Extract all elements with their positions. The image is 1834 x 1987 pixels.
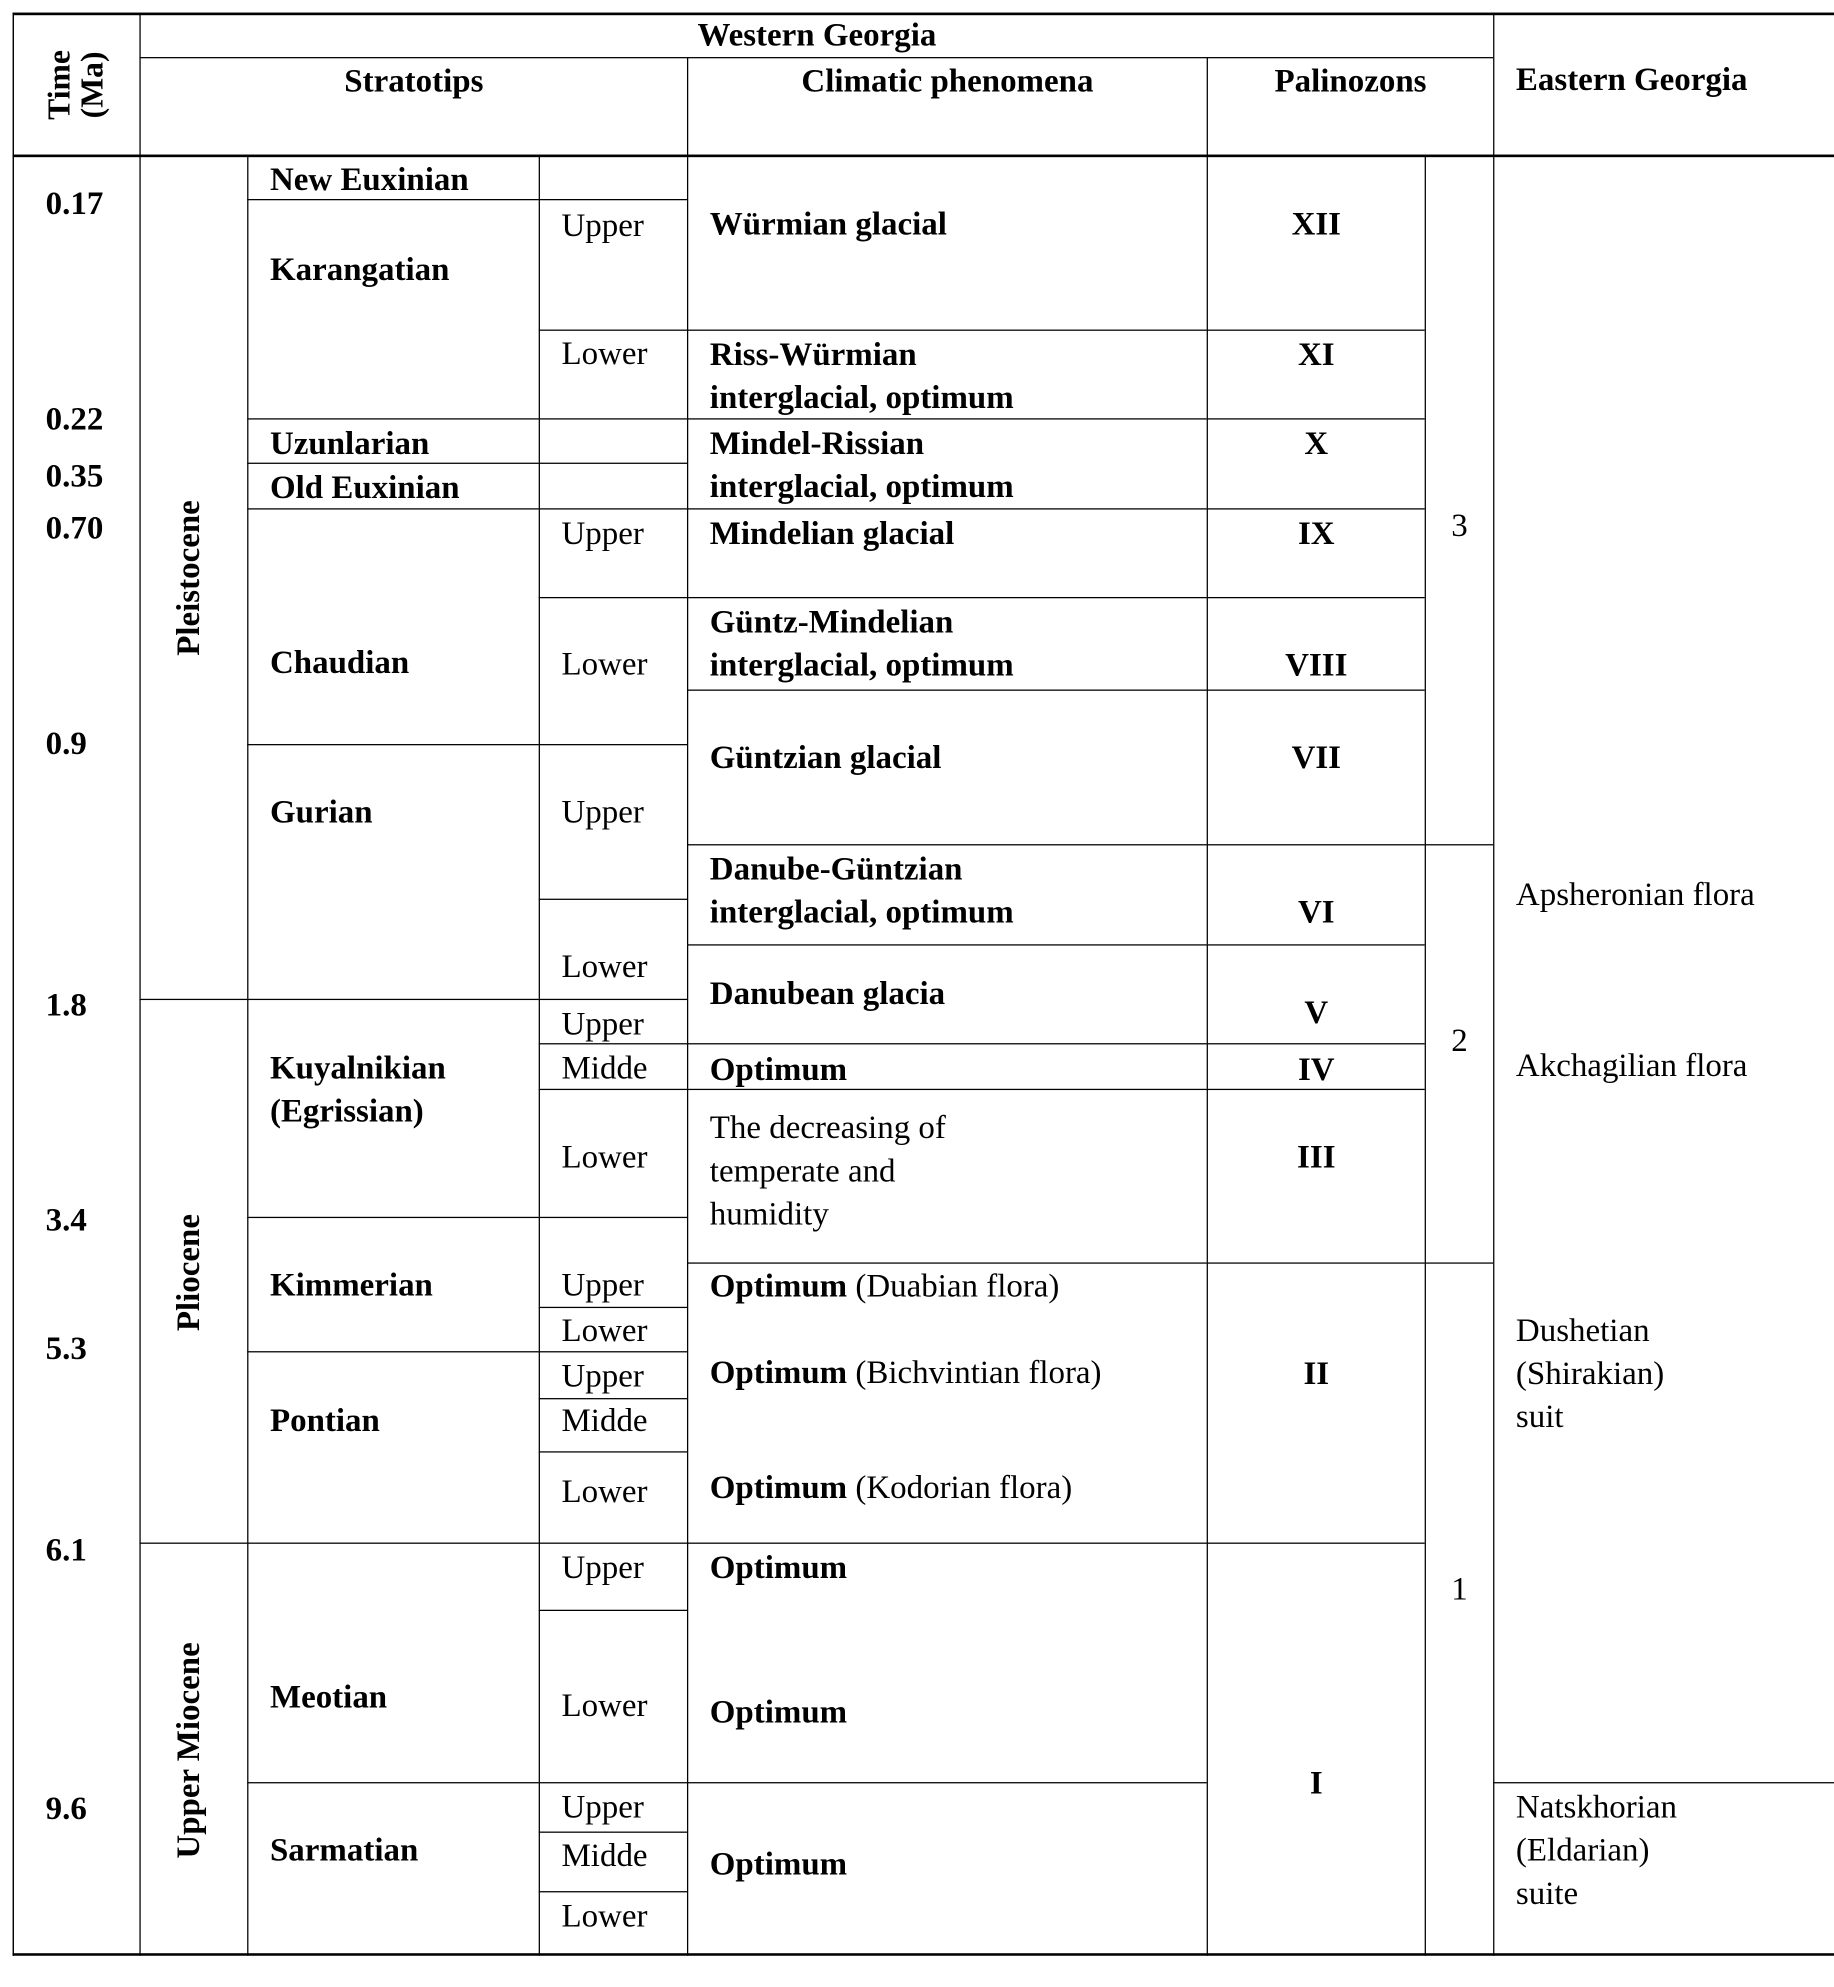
stage-name: Kimmerian: [269, 1266, 433, 1303]
stage-name: Gurian: [269, 793, 373, 831]
substage-cell: [539, 1398, 687, 1451]
climatic-bold: Würmian glacial: [709, 205, 947, 243]
substage-cell: [539, 1451, 687, 1542]
climatic-text: [710, 848, 1014, 934]
climatic-cell: [687, 1262, 1207, 1542]
palinozone-label: XII: [1291, 205, 1342, 243]
header-stratotips: [139, 57, 687, 155]
eastern-suite: Natskhorian (Eldarian) suite: [1515, 1788, 1678, 1912]
stage-name: Kuyalnikian (Egrissian): [269, 1049, 446, 1130]
stage-name: Karangatian: [269, 250, 450, 288]
climatic-cell: [687, 1782, 1207, 1956]
header-bottom-line: [13, 155, 1834, 158]
time-label: 0.17: [45, 185, 104, 222]
substage-cell: [539, 744, 687, 899]
climatic-cell: [687, 1043, 1207, 1089]
substage-name: Lower: [561, 1897, 648, 1935]
substage-name: Upper: [561, 793, 644, 831]
substage-name: Lower: [561, 1687, 648, 1724]
climatic-normal: (Duabian flora): [847, 1267, 1060, 1305]
stage-cell: [247, 418, 539, 462]
eastern-georgia-title: Eastern Georgia: [1515, 60, 1748, 98]
substage-cell: [539, 199, 687, 330]
climatic-text: [710, 1691, 847, 1734]
stage-cell: [247, 744, 539, 999]
substage-name: Midde: [561, 1836, 648, 1874]
climatic-text: [710, 512, 954, 555]
climatic-normal: The decreasing of temperate and humidity: [709, 1109, 946, 1233]
substage-cell: [539, 1351, 687, 1398]
climatic-cell: [687, 1543, 1207, 1783]
substage-name: Upper: [561, 1788, 644, 1826]
time-label: 5.3: [45, 1329, 87, 1367]
climatic-text: [710, 601, 1014, 687]
palinozone-label: X: [1304, 424, 1329, 462]
climatic-cell: [687, 944, 1207, 1043]
time-label: 1.8: [45, 986, 87, 1023]
zone-cell: [1425, 1262, 1493, 1955]
substage-name: Lower: [561, 1311, 648, 1349]
climatic-text: [710, 1265, 1060, 1308]
time-label: 0.35: [45, 457, 104, 495]
epoch-cell: [139, 1543, 247, 1956]
stage-name: Sarmatian: [269, 1831, 419, 1869]
zone-number: 3: [1451, 507, 1468, 544]
substage-cell: [539, 1307, 687, 1351]
palinozone-label: IX: [1297, 514, 1335, 552]
substage-name: Lower: [561, 948, 648, 985]
palinozone-cell: [1207, 418, 1425, 508]
palinozone-cell: [1207, 1043, 1425, 1089]
palinozone-label: V: [1304, 993, 1329, 1031]
time-label: 0.70: [45, 509, 104, 547]
palinozone-cell: [1207, 1089, 1425, 1263]
stage-name: Uzunlarian: [269, 424, 430, 462]
climatic-bold: Danubean glacia: [709, 974, 946, 1012]
stage-name: Old Euxinian: [269, 468, 460, 506]
western-georgia-title: Western Georgia: [697, 16, 937, 54]
time-column: [13, 155, 140, 1956]
stage-cell: [247, 999, 539, 1217]
epoch-label: Pleistocene: [169, 500, 207, 656]
substage-cell: [539, 999, 687, 1043]
palinozone-label: VII: [1291, 738, 1342, 776]
header-time: [13, 13, 140, 155]
substage-name: Upper: [561, 1548, 644, 1586]
stage-cell: [247, 1543, 539, 1783]
substage-name: Upper: [561, 1005, 644, 1042]
stage-cell: [247, 1782, 539, 1956]
palinozone-label: II: [1303, 1354, 1330, 1392]
time-label: 0.22: [45, 400, 104, 438]
climatic-bold: Optimum: [709, 1267, 848, 1305]
stage-name: New Euxinian: [269, 160, 469, 198]
climatic-bold: Güntz-Mindelian interglacial, optimum: [709, 603, 1014, 684]
substage-cell: [539, 1543, 687, 1610]
epoch-label: Upper Miocene: [169, 1642, 207, 1859]
climatic-normal: (Bichvintian flora): [847, 1353, 1102, 1391]
palinozone-cell: [1207, 155, 1425, 330]
stage-name: Chaudian: [269, 643, 410, 681]
climatic-cell: [687, 1089, 1207, 1263]
epoch-cell: [139, 155, 247, 999]
climatic-text: [710, 203, 947, 246]
climatic-bold: Danube-Güntzian interglacial, optimum: [709, 850, 1014, 931]
zone-number: 2: [1451, 1021, 1468, 1059]
header-time-label: Time (Ma): [43, 50, 111, 120]
substage-cell: [539, 330, 687, 419]
substage-name: Lower: [561, 1472, 648, 1510]
stage-cell: [247, 463, 539, 509]
substage-cell: [539, 508, 687, 597]
substage-cell: [539, 418, 687, 462]
palinozone-label: III: [1297, 1138, 1336, 1175]
climatic-bold: Optimum: [709, 1548, 848, 1586]
header-western-georgia: [139, 13, 1493, 57]
substage-cell: [539, 1217, 687, 1307]
climatic-text: [710, 736, 942, 779]
climatic-bold: Optimum: [709, 1845, 848, 1883]
zone-cell: [1425, 844, 1493, 1262]
substage-name: Midde: [561, 1049, 648, 1087]
palinozone-cell: [1207, 508, 1425, 597]
climatic-bold: Optimum: [709, 1693, 848, 1731]
palinozone-cell: [1207, 1543, 1425, 1956]
substage-cell: [539, 899, 687, 999]
climatic-text: [710, 1466, 1072, 1509]
header-eastern-georgia: [1493, 13, 1834, 155]
stage-name: Meotian: [269, 1678, 388, 1715]
substage-cell: [539, 463, 687, 509]
climatic-text: [710, 972, 945, 1015]
substage-cell: [539, 155, 687, 199]
stage-cell: [247, 1217, 539, 1351]
stage-cell: [247, 1351, 539, 1542]
climatic-cell: [687, 508, 1207, 597]
eastern-suite: Dushetian (Shirakian) suit: [1515, 1311, 1665, 1435]
climatic-text: [710, 1351, 1102, 1394]
substage-cell: [539, 1043, 687, 1089]
climatic-text: [710, 1843, 847, 1886]
substage-name: Lower: [561, 645, 648, 682]
substage-cell: [539, 597, 687, 744]
palinozone-cell: [1207, 330, 1425, 419]
stage-name: Pontian: [269, 1401, 380, 1439]
palinozone-label: XI: [1297, 335, 1335, 373]
time-label: 3.4: [45, 1201, 87, 1239]
climatic-cell: [687, 597, 1207, 690]
climatic-bold: Optimum: [709, 1353, 848, 1391]
substage-cell: [539, 1610, 687, 1782]
climatic-bold: Güntzian glacial: [709, 738, 942, 776]
header-palinozons: [1207, 57, 1493, 155]
zone-cell: [1425, 155, 1493, 845]
epoch-cell: [139, 999, 247, 1543]
substage-name: Midde: [561, 1401, 648, 1439]
header-climatic: [687, 57, 1207, 155]
climatic-cell: [687, 418, 1207, 508]
climatic-text: [710, 1107, 946, 1236]
palinozons-title: Palinozons: [1274, 62, 1427, 99]
substage-cell: [539, 1089, 687, 1217]
palinozone-cell: [1207, 690, 1425, 845]
climatic-bold: Mindelian glacial: [709, 514, 955, 552]
eastern-cell: [1493, 155, 1834, 1782]
epoch-label: Pliocene: [169, 1213, 207, 1331]
stage-cell: [247, 199, 539, 418]
palinozone-label: VI: [1297, 893, 1335, 931]
climatic-bold: Optimum: [709, 1469, 848, 1506]
substage-name: Lower: [561, 1138, 648, 1175]
time-label: 9.6: [45, 1789, 87, 1827]
palinozone-label: IV: [1297, 1050, 1335, 1088]
stage-cell: [247, 155, 539, 199]
eastern-flora: Akchagilian flora: [1515, 1046, 1748, 1084]
palinozone-cell: [1207, 597, 1425, 690]
substage-name: Upper: [561, 1266, 644, 1303]
substage-name: Upper: [561, 514, 644, 552]
substage-cell: [539, 1782, 687, 1831]
climatic-title: Climatic phenomena: [801, 62, 1094, 99]
palinozone-label: I: [1309, 1764, 1323, 1802]
substage-name: Upper: [561, 1357, 644, 1395]
climatic-cell: [687, 155, 1207, 330]
climatic-cell: [687, 690, 1207, 845]
palinozone-cell: [1207, 844, 1425, 944]
climatic-text: [710, 1048, 847, 1091]
climatic-cell: [687, 844, 1207, 944]
climatic-bold: Riss-Würmian interglacial, optimum: [709, 335, 1014, 416]
climatic-text: [710, 422, 1014, 508]
palinozone-cell: [1207, 944, 1425, 1043]
palinozone-label: VIII: [1285, 646, 1348, 684]
eastern-flora: Apsheronian flora: [1515, 875, 1755, 913]
climatic-text: [710, 1546, 847, 1589]
time-label: 6.1: [45, 1531, 87, 1568]
climatic-bold: Mindel-Rissian interglacial, optimum: [709, 424, 1014, 505]
substage-name: Lower: [561, 334, 648, 372]
stratotips-title: Stratotips: [344, 62, 484, 99]
substage-name: Upper: [561, 206, 644, 244]
climatic-cell: [687, 330, 1207, 419]
zone-number: 1: [1451, 1570, 1468, 1608]
time-label: 0.9: [45, 725, 87, 762]
substage-cell: [539, 1832, 687, 1892]
eastern-cell: [1493, 1782, 1834, 1956]
climatic-text: [710, 333, 1014, 419]
palinozone-cell: [1207, 1262, 1425, 1542]
climatic-bold: Optimum: [709, 1050, 848, 1088]
substage-cell: [539, 1891, 687, 1956]
climatic-normal: (Kodorian flora): [847, 1469, 1073, 1506]
stage-cell: [247, 508, 539, 744]
